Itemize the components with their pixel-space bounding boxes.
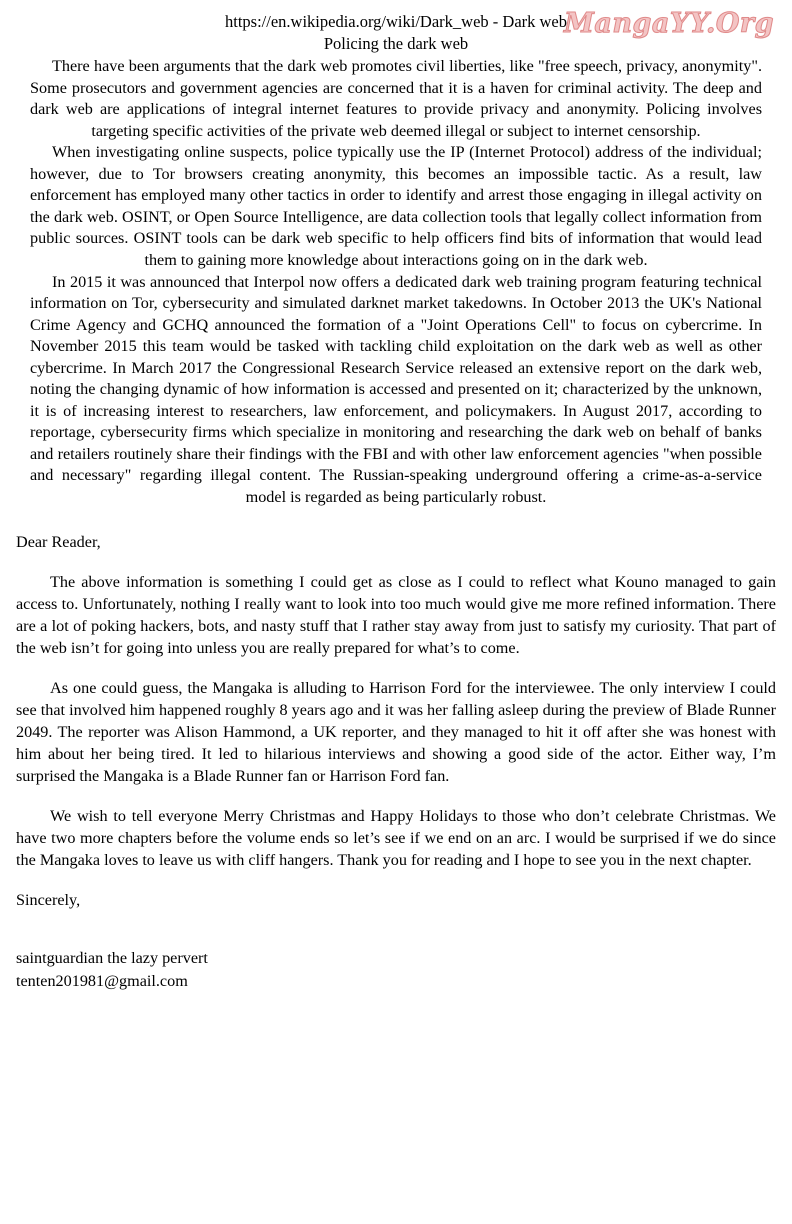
wiki-article-body (30, 56, 762, 508)
watermark: MangaYY.Org (564, 8, 774, 39)
spacer (16, 929, 776, 943)
translator-letter (16, 509, 776, 993)
letter-paragraph: The above information is something I could get as close as I could to reflect what Kouno managed to gain access to. Unfortunately, nothing I really want to look into too much would give me more refined information. There are a lot of poking hackers, bots, and nasty stuff that I rather stay away from just to satisfy my curiosity. That part of the web isn’t for going into unless you are really prepared for what’s to come. (16, 572, 776, 657)
letter-salutation: Dear Reader, (16, 532, 101, 551)
wiki-paragraph: When investigating online suspects, police typically use the IP (Internet Protocol) address of the individual; however, due to Tor browsers creating anonymity, this becomes an impossible tactic. As a result, law enforcement has employed many other tactics in order to identify and arrest those engaging in illegal activity on the dark web. OSINT, or Open Source Intelligence, are data collection tools that legally collect information from public sources. OSINT tools can be dark web specific to help officers find bits of information that would lead them to gaining more knowledge about interactions going on in the dark web. (30, 143, 762, 269)
signature-name: saintguardian the lazy pervert (16, 948, 208, 967)
source-url-line: https://en.wikipedia.org/wiki/Dark_web - Dark web (225, 12, 567, 31)
section-title: Policing the dark web (323, 33, 469, 53)
letter-paragraph: As one could guess, the Mangaka is alluding to Harrison Ford for the interviewee. The only interview I could see that involved him happened roughly 8 years ago and it was her falling asleep during the preview of Blade Runner 2049. The reporter was Alison Hammond, a UK reporter, and they managed to hit it off after she was honest with him about her being tired. It led to hilarious interviews and showing a good side of the actor. Either way, I’m surprised the Mangaka is a Blade Runner fan or Harrison Ford fan. (16, 678, 776, 785)
signature-block (16, 947, 776, 993)
wiki-paragraph: In 2015 it was announced that Interpol now offers a dedicated dark web training program featuring technical information on Tor, cybersecurity and simulated darknet market takedowns. In October 2013 the UK's National Crime Agency and GCHQ announced the formation of a "Joint Operations Cell" to focus on cybercrime. In November 2015 this team would be tasked with tackling child exploitation on the dark web as well as other cybercrime. In March 2017 the Congressional Research Service released an extensive report on the dark web, noting the changing dynamic of how information is accessed and presented on it; characterized by the unknown, it is of increasing interest to researchers, law enforcement, and policymakers. In August 2017, according to reportage, cybersecurity firms which specialize in monitoring and researching the dark web on behalf of banks and retailers routinely share their findings with the FBI and with other law enforcement agencies "when possible and necessary" regarding illegal content. The Russian-speaking underground offering a crime-as-a-service model is regarded as being particularly robust. (30, 272, 762, 506)
signature-email[interactable]: tenten201981@gmail.com (16, 971, 188, 990)
wiki-paragraph: There have been arguments that the dark web promotes civil liberties, like "free speech, privacy, anonymity". Some prosecutors and government agencies are concerned that it is a haven for criminal activity. The deep and dark web are applications of integral internet features to provide privacy and anonymity. Policing involves targeting specific activities of the private web deemed illegal or subject to internet censorship. (30, 57, 762, 140)
letter-paragraph: We wish to tell everyone Merry Christmas and Happy Holidays to those who don’t celebrate Christmas. We have two more chapters before the volume ends so let’s see if we end on an arc. I would be surprised if we do since the Mangaka loves to leave us with cliff hangers. Thank you for reading and I hope to see you in the next chapter. (16, 806, 776, 869)
letter-closing: Sincerely, (16, 890, 81, 909)
